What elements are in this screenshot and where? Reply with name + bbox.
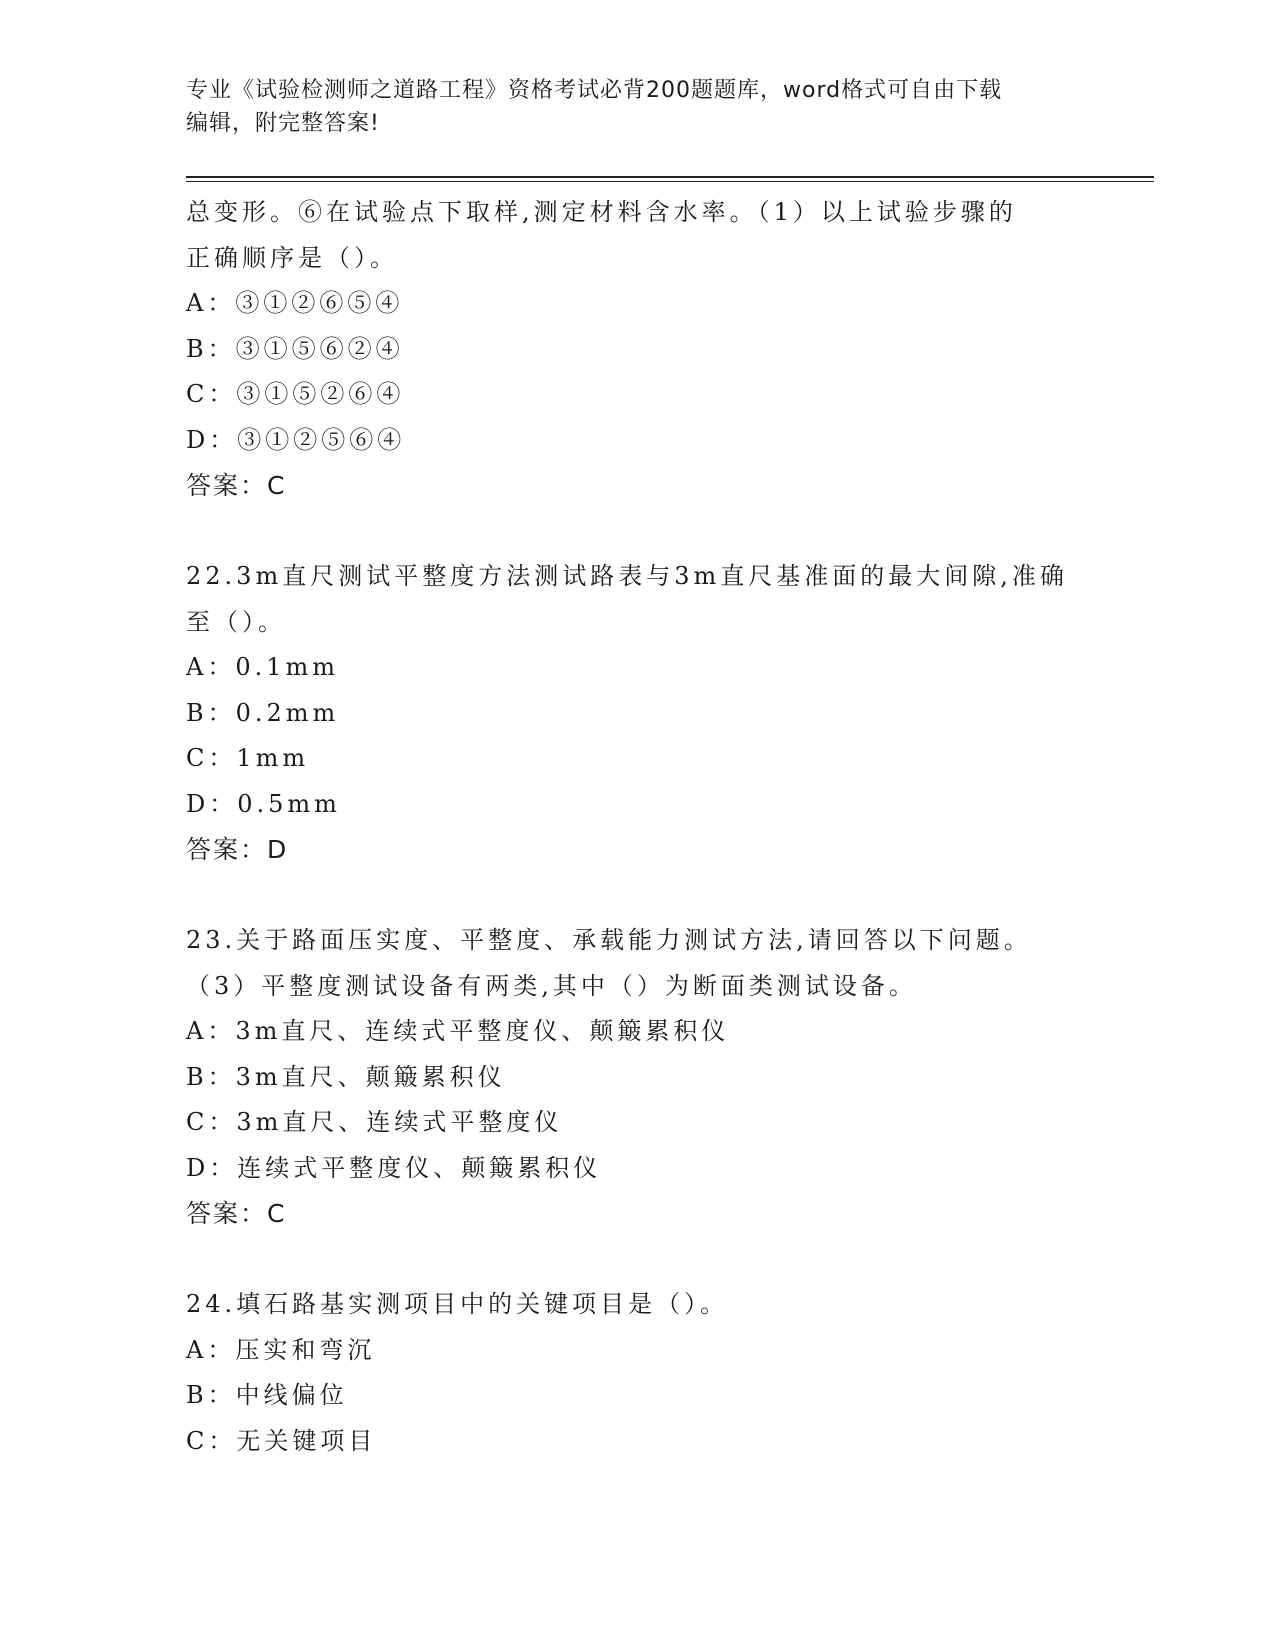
question-content bbox=[186, 190, 1086, 1464]
option-c: C：③①⑤②⑥④ bbox=[186, 380, 405, 408]
option-a: A：③①②⑥⑤④ bbox=[186, 289, 404, 317]
option-d: D：0.5mm bbox=[186, 789, 341, 818]
option-d: D：③①②⑤⑥④ bbox=[186, 425, 406, 454]
question-stem-line: 24.填石路基实测项目中的关键项目是（）。 bbox=[186, 1290, 729, 1318]
option-b: B：3m直尺、颠簸累积仪 bbox=[186, 1062, 506, 1091]
document-header bbox=[186, 74, 1086, 140]
answer-line: 答案：C bbox=[186, 1199, 287, 1228]
header-title-line-1: 专业《试验检测师之道路工程》资格考试必背200题题库，word格式可自由下载 bbox=[186, 78, 1003, 103]
question-23 bbox=[186, 918, 1086, 1237]
header-title-line-2: 编辑，附完整答案! bbox=[186, 111, 380, 136]
question-stem-line: 至（）。 bbox=[186, 607, 286, 636]
question-21 bbox=[186, 190, 1086, 509]
question-stem-line: 正确顺序是（）。 bbox=[186, 243, 398, 272]
option-c: C：无关键项目 bbox=[186, 1426, 377, 1455]
option-a: A：0.1mm bbox=[186, 653, 340, 681]
option-d: D：连续式平整度仪、颠簸累积仪 bbox=[186, 1153, 602, 1182]
option-b: B：0.2mm bbox=[186, 698, 340, 727]
question-stem-line: 23.关于路面压实度、平整度、承载能力测试方法,请回答以下问题。 bbox=[186, 926, 1032, 954]
header-divider-thick bbox=[186, 176, 1154, 178]
question-22 bbox=[186, 554, 1086, 873]
question-stem-line: （3）平整度测试设备有两类,其中（）为断面类测试设备。 bbox=[186, 971, 917, 1000]
answer-line: 答案：C bbox=[186, 471, 287, 500]
question-stem-line: 22.3m直尺测试平整度方法测试路表与3m直尺基准面的最大间隙,准确 bbox=[186, 562, 1068, 590]
option-b: B：③①⑤⑥②④ bbox=[186, 334, 404, 363]
question-spacer bbox=[186, 873, 1086, 919]
option-b: B：中线偏位 bbox=[186, 1381, 348, 1409]
question-stem-line: 总变形。⑥在试验点下取样,测定材料含水率。（1）以上试验步骤的 bbox=[186, 198, 1017, 226]
question-spacer bbox=[186, 1237, 1086, 1283]
option-c: C：1mm bbox=[186, 744, 310, 772]
option-a: A：3m直尺、连续式平整度仪、颠簸累积仪 bbox=[186, 1017, 730, 1045]
option-c: C：3m直尺、连续式平整度仪 bbox=[186, 1108, 563, 1136]
answer-line: 答案：D bbox=[186, 835, 289, 864]
option-a: A：压实和弯沉 bbox=[186, 1335, 376, 1364]
header-divider-thin bbox=[186, 181, 1154, 182]
question-spacer bbox=[186, 509, 1086, 555]
question-24 bbox=[186, 1282, 1086, 1464]
